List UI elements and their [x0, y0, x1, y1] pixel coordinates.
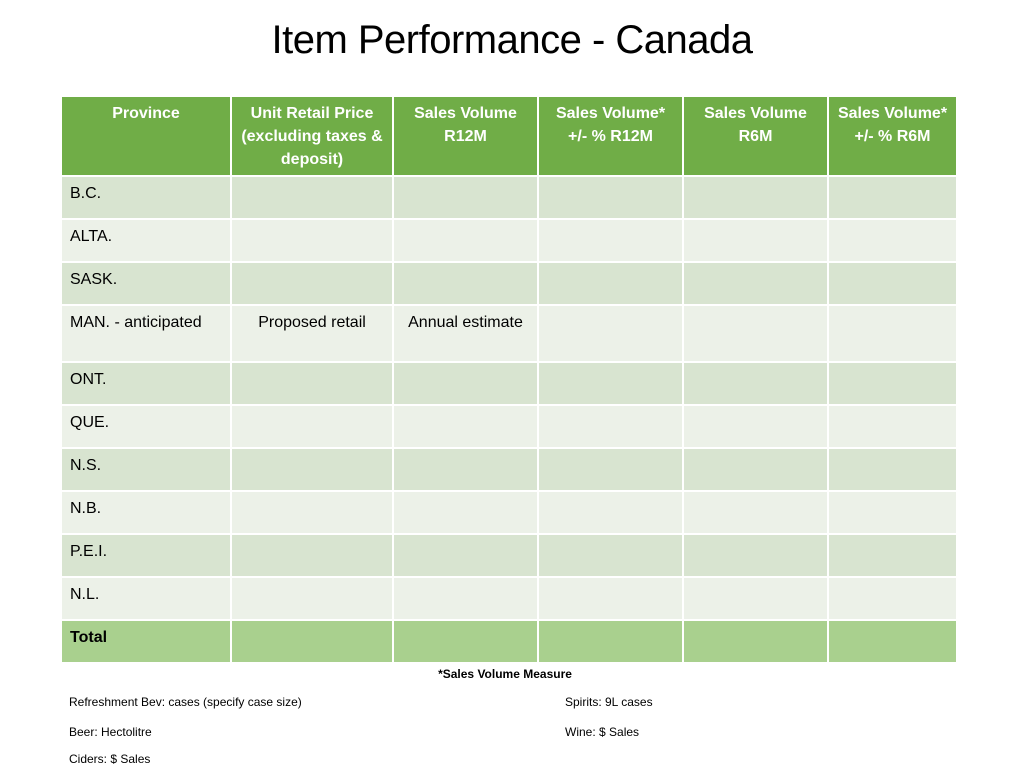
page-title: Item Performance - Canada: [271, 18, 753, 62]
column-header-sales-volume-change-r12m: Sales Volume* +/- % R12M: [538, 96, 683, 176]
measure-note-spirits: Spirits: 9L cases: [565, 695, 653, 709]
table-cell: [231, 448, 393, 491]
table-cell: [393, 262, 538, 305]
province-cell: B.C.: [61, 176, 231, 219]
table-row: [61, 219, 957, 262]
table-cell: Proposed retail: [231, 305, 393, 362]
table-cell: [393, 620, 538, 663]
table-cell: [538, 305, 683, 362]
table-cell: [683, 362, 828, 405]
measure-note-refreshment-bev: Refreshment Bev: cases (specify case size): [69, 695, 302, 709]
table-cell: [683, 620, 828, 663]
table-cell: [683, 534, 828, 577]
table-cell: [231, 534, 393, 577]
table-cell: [683, 305, 828, 362]
table-cell: [231, 176, 393, 219]
table-cell: [231, 219, 393, 262]
table-row: [61, 534, 957, 577]
province-cell: N.B.: [61, 491, 231, 534]
table-row: [61, 577, 957, 620]
total-label-cell: Total: [61, 620, 231, 663]
item-performance-table: [60, 95, 958, 664]
sales-volume-measure-heading: *Sales Volume Measure: [438, 667, 572, 681]
table-cell: [538, 577, 683, 620]
measure-note-ciders: Ciders: $ Sales: [69, 752, 151, 766]
province-cell: ONT.: [61, 362, 231, 405]
table-cell: [683, 448, 828, 491]
table-cell: [231, 491, 393, 534]
table-cell: [231, 262, 393, 305]
province-cell: N.S.: [61, 448, 231, 491]
table-cell: [828, 448, 957, 491]
table-cell: Annual estimate: [393, 305, 538, 362]
table-cell: [538, 219, 683, 262]
table-header-row: [61, 96, 957, 176]
table-row: [61, 305, 957, 362]
province-cell: SASK.: [61, 262, 231, 305]
table-cell: [393, 176, 538, 219]
table-cell: [393, 405, 538, 448]
table-cell: [683, 262, 828, 305]
table-row: [61, 362, 957, 405]
table-row: [61, 176, 957, 219]
table-cell: [393, 219, 538, 262]
table-cell: [828, 362, 957, 405]
table-cell: [828, 620, 957, 663]
table-cell: [231, 620, 393, 663]
table-cell: [683, 219, 828, 262]
table-cell: [231, 577, 393, 620]
table-cell: [828, 491, 957, 534]
table-cell: [538, 405, 683, 448]
province-cell: ALTA.: [61, 219, 231, 262]
measure-note-beer: Beer: Hectolitre: [69, 725, 152, 739]
table-cell: [231, 405, 393, 448]
table-cell: [393, 362, 538, 405]
table-cell: [683, 176, 828, 219]
column-header-sales-volume-r12m: Sales Volume R12M: [393, 96, 538, 176]
table-cell: [683, 405, 828, 448]
table-cell: [538, 534, 683, 577]
table-cell: [538, 448, 683, 491]
province-cell: N.L.: [61, 577, 231, 620]
table-cell: [828, 305, 957, 362]
measure-note-wine: Wine: $ Sales: [565, 725, 640, 739]
table-cell: [538, 491, 683, 534]
table-cell: [828, 534, 957, 577]
column-header-unit-retail-price: Unit Retail Price (excluding taxes & deposit): [231, 96, 393, 176]
table-cell: [393, 448, 538, 491]
table-cell: [828, 577, 957, 620]
table-cell: [683, 491, 828, 534]
table-cell: [828, 219, 957, 262]
table-cell: [538, 620, 683, 663]
table-cell: [393, 577, 538, 620]
column-header-sales-volume-change-r6m: Sales Volume* +/- % R6M: [828, 96, 957, 176]
table-cell: [538, 362, 683, 405]
table-cell: [828, 176, 957, 219]
table-cell: [393, 534, 538, 577]
column-header-province: Province: [61, 96, 231, 176]
table-row: [61, 448, 957, 491]
table-row: [61, 405, 957, 448]
table-row: [61, 491, 957, 534]
province-cell: MAN. - anticipated: [61, 305, 231, 362]
table-cell: [538, 262, 683, 305]
table-row: [61, 262, 957, 305]
column-header-sales-volume-r6m: Sales Volume R6M: [683, 96, 828, 176]
table-cell: [538, 176, 683, 219]
table-cell: [828, 262, 957, 305]
table-cell: [683, 577, 828, 620]
table-cell: [393, 491, 538, 534]
table-cell: [231, 362, 393, 405]
province-cell: QUE.: [61, 405, 231, 448]
table-cell: [828, 405, 957, 448]
table-total-row: [61, 620, 957, 663]
province-cell: P.E.I.: [61, 534, 231, 577]
